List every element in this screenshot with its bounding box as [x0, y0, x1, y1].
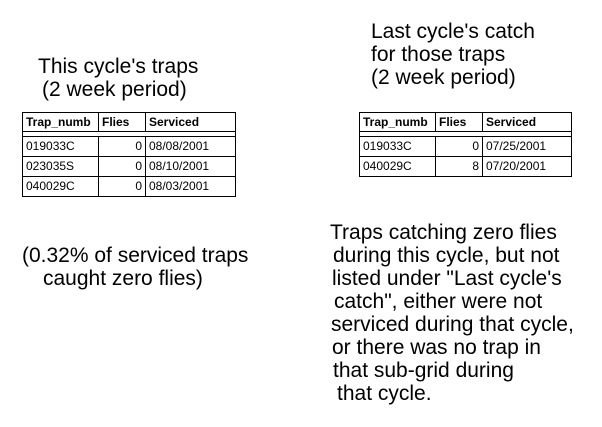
trap-number-cell: 040029C: [360, 157, 436, 176]
column-header-serviced[interactable]: Serviced: [486, 115, 537, 129]
table-header-row: [23, 113, 235, 132]
note-line: caught zero flies): [43, 267, 203, 290]
last-cycle-catch-table: [359, 112, 572, 177]
note-line: that sub-grid during: [333, 359, 514, 382]
flies-cell: 0: [99, 177, 146, 196]
table-row[interactable]: [360, 137, 571, 156]
table-row[interactable]: [23, 176, 235, 196]
this-cycle-caption: [38, 55, 198, 101]
note-line: or there was no trap in: [332, 336, 541, 359]
caption-line: for those traps: [371, 43, 506, 66]
note-line: listed under "Last cycle's: [332, 267, 562, 290]
trap-number-cell: 040029C: [23, 177, 99, 196]
note-line: serviced during that cycle,: [331, 313, 574, 336]
column-header-trap-number[interactable]: Trap_numb: [23, 113, 99, 131]
column-header-flies[interactable]: Flies: [99, 113, 146, 131]
note-line: catch", either were not: [334, 290, 543, 313]
trap-number-cell: 023035S: [23, 157, 99, 176]
table-header-row: [360, 113, 571, 132]
serviced-date-cell: 08/08/2001: [149, 139, 210, 153]
caption-line: (2 week period): [371, 66, 516, 89]
note-line: Traps catching zero flies: [330, 221, 557, 244]
trap-number-cell: 019033C: [23, 137, 99, 156]
column-header-trap-number[interactable]: Trap_numb: [360, 113, 436, 131]
table-row[interactable]: [23, 137, 235, 156]
caption-line: Last cycle's catch: [371, 20, 535, 43]
trap-number-cell: 019033C: [360, 137, 436, 156]
caption-line: (2 week period): [42, 78, 187, 101]
serviced-date-cell: 07/25/2001: [486, 139, 547, 153]
table-row[interactable]: [23, 156, 235, 176]
note-line: during this cycle, but not: [333, 244, 560, 267]
explanation-note: [330, 221, 574, 405]
flies-cell: 0: [436, 137, 483, 156]
note-line: (0.32% of serviced traps: [22, 244, 249, 267]
table-row[interactable]: [360, 156, 571, 176]
flies-cell: 0: [99, 137, 146, 156]
flies-cell: 8: [436, 157, 483, 176]
serviced-date-cell: 08/10/2001: [149, 159, 210, 173]
note-line: that cycle.: [337, 382, 432, 405]
column-header-flies[interactable]: Flies: [436, 113, 483, 131]
last-cycle-caption: [371, 20, 535, 89]
serviced-date-cell: 07/20/2001: [486, 159, 547, 173]
column-header-serviced[interactable]: Serviced: [149, 115, 200, 129]
this-cycle-traps-table: [22, 112, 236, 197]
flies-cell: 0: [99, 157, 146, 176]
caption-line: This cycle's traps: [38, 55, 199, 78]
serviced-date-cell: 08/03/2001: [149, 179, 210, 193]
zero-flies-percentage-note: [22, 244, 248, 290]
